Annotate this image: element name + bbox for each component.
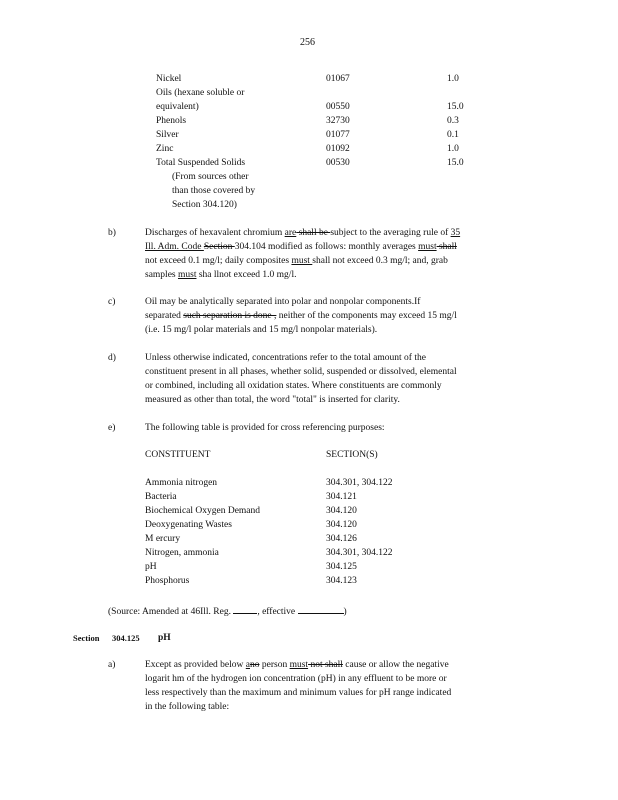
header-constituent: CONSTITUENT: [145, 450, 211, 460]
section-label: Section: [73, 633, 100, 643]
source-text: , effective: [257, 607, 296, 617]
deleted-text: no: [250, 660, 260, 670]
inserted-text: must: [289, 660, 309, 670]
text: logarit hm of the hydrogen ion concentration (pH) in any effluent to be more or: [145, 674, 447, 684]
text: 304.104 modified as follows: monthly averages: [234, 242, 419, 252]
text: Oil may be analytically separated into polar and nonpolar components.If: [145, 297, 421, 307]
inserted-text: must: [418, 242, 437, 252]
storet-code: 01067: [326, 74, 350, 84]
page-number: 256: [300, 37, 315, 48]
limit-value: 15.0: [447, 102, 464, 112]
inserted-text: 35: [450, 228, 461, 238]
constituent: M ercury: [145, 534, 181, 544]
deleted-text: such separation is done ,: [183, 311, 277, 321]
storet-code: 32730: [326, 116, 350, 126]
inserted-text: a: [245, 660, 250, 670]
text: Unless otherwise indicated, concentrations refer to the total amount of the: [145, 353, 426, 363]
text: person: [259, 660, 290, 670]
deleted-text: shall be: [296, 228, 331, 238]
paragraph-label-b: b): [108, 228, 116, 238]
inserted-text: must: [291, 256, 313, 266]
source-text: (Source: Amended at 46Ill. Reg.: [108, 607, 231, 617]
source-text: ): [343, 607, 347, 617]
limit-value: 0.3: [447, 116, 459, 126]
tss-note-line: (From sources other: [172, 172, 249, 182]
sections: 304.120: [326, 506, 357, 516]
storet-code: 00550: [326, 102, 350, 112]
section-title: pH: [158, 633, 171, 643]
constituent: Nitrogen, ammonia: [145, 548, 219, 558]
text: Discharges of hexavalent chromium: [145, 228, 285, 238]
param-name: equivalent): [156, 102, 199, 112]
header-sections: SECTION(S): [326, 450, 378, 460]
text: constituent present in all phases, whether solid, suspended or dissolved, elemental: [145, 367, 457, 377]
paragraph-label-e: e): [108, 423, 116, 433]
text: separated: [145, 311, 184, 321]
limit-value: 1.0: [447, 144, 459, 154]
constituent: Ammonia nitrogen: [145, 478, 218, 488]
text: Except as provided below: [145, 660, 246, 670]
tss-note-line: than those covered by: [172, 186, 256, 196]
constituent: Deoxygenating Wastes: [145, 520, 232, 530]
constituent: Phosphorus: [145, 576, 190, 586]
deleted-text: shall: [436, 242, 457, 252]
section-number: 304.125: [112, 633, 140, 643]
deleted-text: Section: [203, 242, 235, 252]
text: cause or allow the negative: [342, 660, 449, 670]
storet-code: 00530: [326, 158, 350, 168]
blank-line: [298, 604, 344, 614]
constituent: Bacteria: [145, 492, 177, 502]
inserted-text: must: [177, 270, 197, 280]
inserted-text: Ill. Adm. Code: [145, 242, 204, 252]
sections: 304.123: [326, 576, 357, 586]
tss-note-line: Section 304.120): [172, 200, 237, 210]
text: (i.e. 15 mg/l polar materials and 15 mg/l nonpolar materials).: [145, 325, 378, 335]
text: samples: [145, 270, 178, 280]
constituent: Biochemical Oxygen Demand: [145, 506, 261, 516]
param-name: Phenols: [156, 116, 187, 126]
text: neither of the components may exceed 15 mg/l: [276, 311, 457, 321]
param-name: Nickel: [156, 74, 182, 84]
text: or combined, including all oxidation states. Where constituents are commonly: [145, 381, 442, 391]
limit-value: 0.1: [447, 130, 459, 140]
limit-value: 1.0: [447, 74, 459, 84]
storet-code: 01077: [326, 130, 350, 140]
constituent: pH: [145, 562, 157, 572]
paragraph-e: The following table is provided for cross referencing purposes:: [145, 423, 385, 433]
deleted-text: not shall: [308, 660, 343, 670]
limit-value: 15.0: [447, 158, 464, 168]
sections: 304.121: [326, 492, 357, 502]
param-name: Silver: [156, 130, 179, 140]
blank-line: [233, 604, 257, 614]
param-name: Oils (hexane soluble or: [156, 88, 245, 98]
text: sha llnot exceed 1.0 mg/l.: [196, 270, 297, 280]
param-name: Zinc: [156, 144, 174, 154]
param-name: Total Suspended Solids: [156, 158, 246, 168]
sections: 304.125: [326, 562, 357, 572]
text: not exceed 0.1 mg/l; daily composites: [145, 256, 292, 266]
text: in the following table:: [145, 702, 230, 712]
sections: 304.120: [326, 520, 357, 530]
text: less respectively than the maximum and minimum values for pH range indicated: [145, 688, 452, 698]
paragraph-label-c: c): [108, 297, 116, 307]
source-note: [108, 604, 347, 620]
sections: 304.301, 304.122: [326, 548, 393, 558]
sections: 304.126: [326, 534, 357, 544]
text: subject to the averaging rule of: [330, 228, 451, 238]
storet-code: 01092: [326, 144, 350, 154]
text: measured as other than total, the word "total" is inserted for clarity.: [145, 395, 400, 405]
inserted-text: are: [284, 228, 297, 238]
sections: 304.301, 304.122: [326, 478, 393, 488]
paragraph-label-a: a): [108, 660, 116, 670]
text: shall not exceed 0.3 mg/l; and, grab: [312, 256, 448, 266]
paragraph-label-d: d): [108, 353, 116, 363]
